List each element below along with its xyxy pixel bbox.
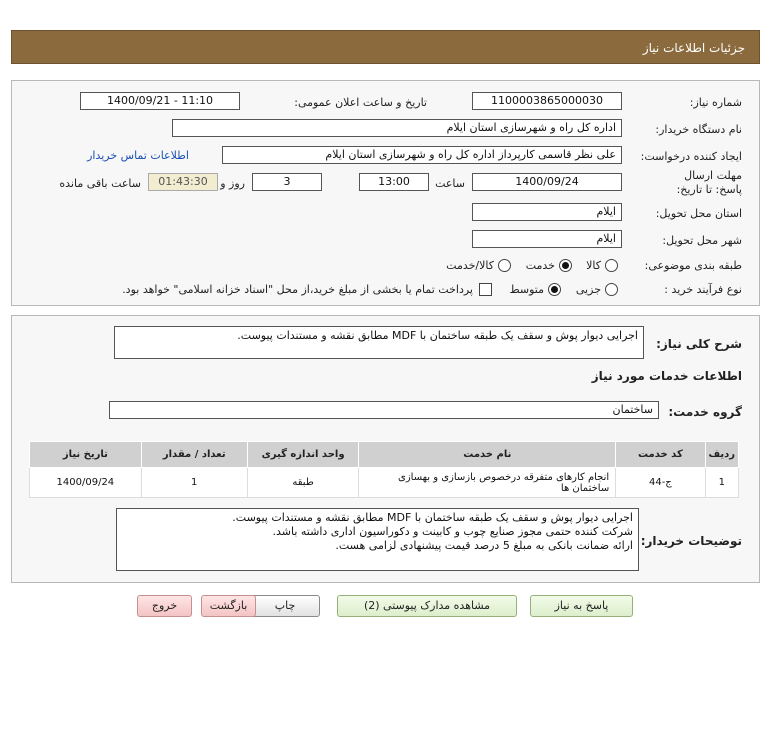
service-group-label: گروه خدمت: [668,405,742,419]
buyer-org-label: نام دستگاه خریدار: [655,123,742,136]
process-option-medium: متوسط [509,283,544,296]
services-table [29,441,739,498]
buyer-notes-field [116,508,639,571]
cell-need-date: 1400/09/24 [30,468,142,498]
process-radio-medium[interactable] [548,283,561,296]
buyer-org-field: اداره کل راه و شهرسازی استان ایلام [172,119,622,137]
city-field: ایلام [472,230,622,248]
category-radio-goods-service[interactable] [498,259,511,272]
view-attachments-button[interactable]: مشاهده مدارک پیوستی (2) [337,595,517,617]
cell-service-code: ج-44 [616,468,705,498]
summary-label: شرح کلی نیاز: [656,337,742,351]
city-label: شهر محل تحویل: [662,234,742,247]
category-radio-service[interactable] [559,259,572,272]
requester-field: علی نظر قاسمی کارپرداز اداره کل راه و شهرسازی استان ایلام [222,146,622,164]
table-header-row [30,442,739,468]
remaining-time-label: ساعت باقی مانده [59,177,141,190]
service-group-field: ساختمان [109,401,659,419]
cell-quantity: 1 [141,468,247,498]
category-option-goods: کالا [586,259,601,272]
back-button[interactable]: بازگشت [201,595,256,617]
category-radio-goods[interactable] [605,259,618,272]
col-header-service-name: نام خدمت [359,442,616,468]
deadline-label: مهلت ارسال پاسخ: تا تاریخ: [676,169,742,196]
exit-button[interactable]: خروج [137,595,192,617]
announce-datetime-field: 1400/09/21 - 11:10 [80,92,240,110]
category-label: طبقه بندی موضوعی: [644,259,742,272]
requester-label: ایجاد کننده درخواست: [640,150,742,163]
summary-field: اجرایی دیوار پوش و سقف یک طبقه ساختمان با MDF مطابق نقشه و مستندات پیوست. [114,326,644,359]
category-option-service: خدمت [525,259,555,272]
table-row [30,468,739,498]
reply-button[interactable]: پاسخ به نیاز [530,595,633,617]
province-field: ایلام [472,203,622,221]
need-details-panel [11,315,760,583]
need-info-panel [11,80,760,306]
days-label: روز و [220,177,245,190]
deadline-date-field: 1400/09/24 [472,173,622,191]
process-radio-minor[interactable] [605,283,618,296]
page-title: جزئیات اطلاعات نیاز [642,41,745,55]
col-header-unit: واحد اندازه گیری [247,442,359,468]
buyer-notes-label: توضیحات خریدار: [640,534,742,548]
deadline-time-field: 13:00 [359,173,429,191]
print-button[interactable]: چاپ [250,595,320,617]
col-header-quantity: تعداد / مقدار [141,442,247,468]
buyer-note-line: شرکت کننده حتمی مجوز صنایع چوب و کابینت و دکوراسیون اداری داشته باشد. [272,525,633,538]
cell-row-number: 1 [705,468,738,498]
buyer-note-line: اجرایی دیوار پوش و سقف یک طبقه ساختمان با MDF مطابق نقشه و مستندات پیوست. [232,511,633,524]
buyer-note-line: ارائه ضمانت بانکی به مبلغ 5 درصد قیمت پیشنهادی لزامی هست. [335,539,633,552]
need-number-label: شماره نیاز: [689,96,742,109]
col-header-row-number: ردیف [705,442,738,468]
col-header-need-date: تاریخ نیاز [30,442,142,468]
province-label: استان محل تحویل: [655,207,742,220]
process-option-minor: جزیی [575,283,601,296]
need-number-field: 1100003865000030 [472,92,622,110]
services-section-title: اطلاعات خدمات مورد نیاز [591,369,742,383]
treasury-payment-checkbox[interactable] [479,283,492,296]
buyer-contact-link[interactable]: اطلاعات تماس خریدار [87,149,189,162]
deadline-time-label: ساعت [435,177,465,190]
treasury-payment-note: پرداخت تمام یا بخشی از مبلغ خرید،از محل "اسناد خزانه اسلامی" خواهد بود. [122,283,473,296]
cell-unit: طبقه [247,468,359,498]
remaining-time-field: 01:43:30 [148,173,218,191]
cell-service-name: انجام کارهای متفرقه درخصوص بازسازی و بهسازی ساختمان ها [359,468,616,498]
category-option-goods-service: کالا/خدمت [446,259,494,272]
process-type-label: نوع فرآیند خرید : [664,283,742,296]
page-header [11,30,760,64]
announce-datetime-label: تاریخ و ساعت اعلان عمومی: [294,96,427,109]
col-header-service-code: کد خدمت [616,442,705,468]
days-remaining-field: 3 [252,173,322,191]
